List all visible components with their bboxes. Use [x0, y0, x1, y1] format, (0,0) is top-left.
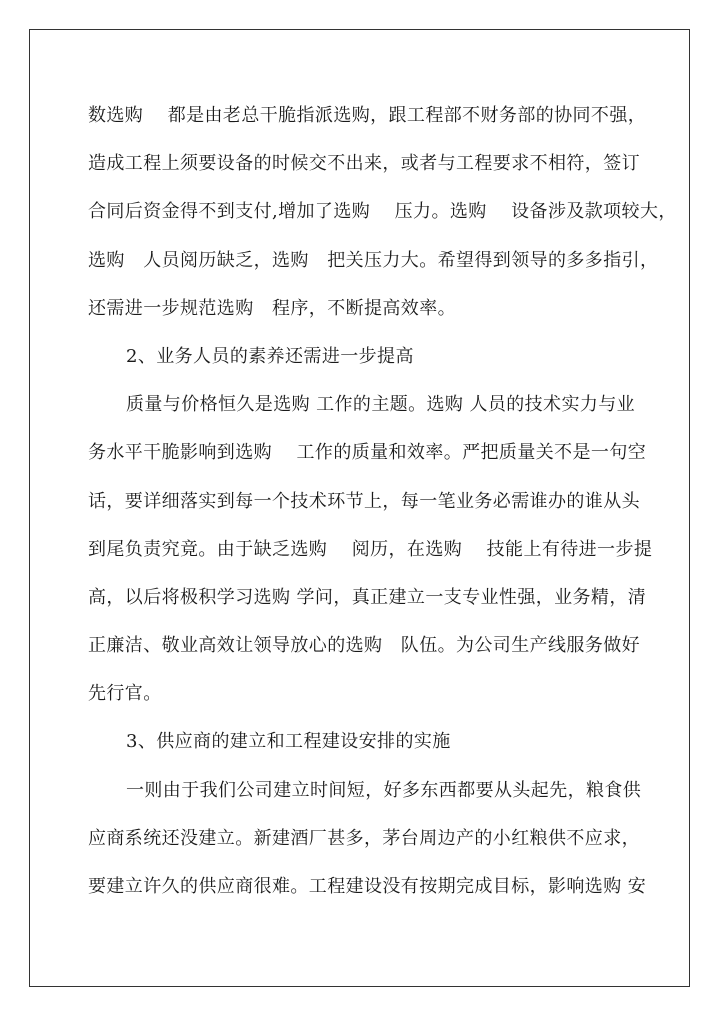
text-line: 先行官。 [88, 683, 162, 705]
text-line: 话，要详细落实到每一个技术环节上，每一笔业务必需谁办的谁从头 [88, 490, 640, 512]
text-line: 到尾负责究竟。由于缺乏选购 阅历，在选购 技能上有待进一步提 [88, 538, 653, 560]
document-body [88, 92, 677, 911]
text-line: 要建立许久的供应商很难。工程建设没有按期完成目标，影响选购 安 [88, 876, 647, 897]
section-heading: 2、业务人员的素养还需进一步提高 [126, 345, 414, 367]
text-line: 应商系统还没建立。新建酒厂甚多，茅台周边产的小红粮供不应求， [88, 827, 640, 849]
text-line: 还需进一步规范选购 程序，不断提高效率。 [88, 297, 456, 319]
text-line: 一则由于我们公司建立时间短，好多东西都要从头起先，粮食供 [126, 779, 642, 801]
section-heading: 3、供应商的建立和工程建设安排的实施 [126, 731, 451, 753]
text-line: 正廉洁、敬业高效让领导放心的选购 队伍。为公司生产线服务做好 [88, 635, 640, 657]
text-line: 数选购 都是由老总干脆指派选购，跟工程部不财务部的协同不强， [88, 105, 647, 126]
text-line: 合同后资金得不到支付,增加了选购 压力。选购 设备涉及款项较大， [88, 201, 677, 223]
text-line: 质量与价格恒久是选购 工作的主题。选购 人员的技术实力与业 [126, 394, 636, 416]
text-line: 选购 人员阅历缺乏，选购 把关压力大。希望得到领导的多多指引， [88, 249, 659, 271]
text-line: 造成工程上须要设备的时候交不出来，或者与工程要求不相符，签订 [88, 153, 640, 175]
text-line: 高，以后将极积学习选购 学问，真正建立一支专业性强，业务精，清 [88, 586, 647, 608]
text-line: 务水平干脆影响到选购 工作的质量和效率。严把质量关不是一句空 [88, 442, 647, 464]
